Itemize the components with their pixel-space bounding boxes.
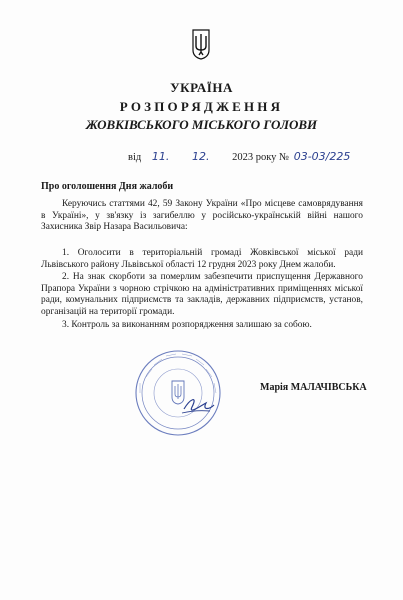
date-prefix: від	[128, 152, 142, 163]
official-seal-stamp	[132, 347, 224, 439]
date-number-line	[128, 150, 350, 163]
document-type-title: РОЗПОРЯДЖЕННЯ	[119, 99, 284, 114]
document-subject: Про оголошення Дня жалоби	[41, 181, 174, 192]
date-month: 12.	[191, 150, 210, 163]
item-3-paragraph: 3. Контроль за виконанням розпорядження залишаю за собою.	[62, 320, 312, 330]
order-number: 03-03/225	[293, 150, 351, 163]
date-day: 11.	[151, 150, 170, 163]
item-2-paragraph: 2. На знак скорботи за померлим забезпечити приспущення Державного Прапора України з чорною стрічкою на адміністративних приміщеннях міської ради, комунальних підприємств та закладів, державних підприємств, установ, організацій на території громади.	[41, 272, 363, 317]
country-title: УКРАЇНА	[170, 80, 233, 95]
date-year-label: 2023 року №	[232, 152, 290, 163]
signatory-name: Марія МАЛАЧІВСЬКА	[260, 382, 367, 393]
coat-of-arms-icon	[190, 28, 212, 60]
item-1-paragraph: 1. Оголосити в територіальній громаді Жовківської міської ради Львівського району Львівської області 12 грудня 2023 року Днем жалоби.	[41, 248, 363, 270]
intro-paragraph: Керуючись статтями 42, 59 Закону України «Про місцеве самоврядування в Україні», у зв'язку із загибеллю у російсько-українській війні нашого Захисника Звір Назара Васильовича:	[41, 199, 363, 233]
issuer-title: ЖОВКІВСЬКОГО МІСЬКОГО ГОЛОВИ	[85, 117, 318, 132]
